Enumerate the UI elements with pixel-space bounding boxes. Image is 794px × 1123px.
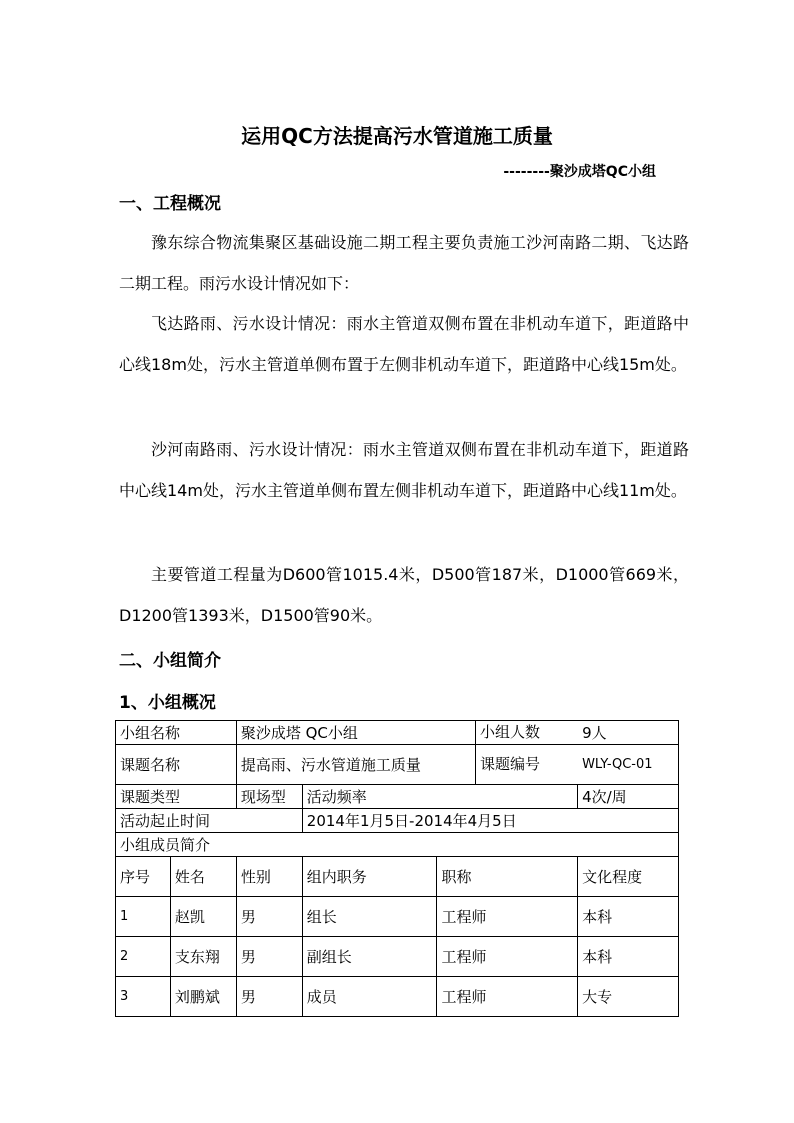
member-count-label: 小组人数 [475,721,578,744]
header-role: 组内职务 [302,857,437,897]
member-role: 副组长 [302,937,437,977]
member-education: 本科 [578,897,679,937]
group-name-label: 小组名称 [116,721,237,745]
frequency-value: 4次/周 [578,785,679,809]
frequency-label: 活动频率 [302,785,577,809]
paragraph-pipe-quantity: 主要管道工程量为D600管1015.4米，D500管187米，D1000管669米，D1200管1393米，D1500管90米。 [119,565,689,625]
member-title: 工程师 [437,897,578,937]
member-gender: 男 [236,977,302,1017]
table-row [116,833,679,857]
table-row [116,721,679,745]
topic-no-label: 课题编号 [475,745,578,784]
members-section-label: 小组成员简介 [116,833,679,857]
group-name-value: 聚沙成塔 QC小组 [236,721,577,745]
document-subtitle: --------聚沙成塔QC小组 [503,164,656,180]
member-index: 3 [116,977,171,1017]
period-label: 活动起止时间 [116,809,303,833]
table-row [116,977,679,1017]
member-education: 本科 [578,937,679,977]
table-row [116,897,679,937]
member-gender: 男 [236,937,302,977]
paragraph-shahe-road: 沙河南路雨、污水设计情况：雨水主管道双侧布置在非机动车道下，距道路中心线14m处，污水主管道单侧布置左侧非机动车道下，距道路中心线11m处。 [119,440,689,500]
document-title: 运用QC方法提高污水管道施工质量 [241,124,553,148]
header-education: 文化程度 [578,857,679,897]
table-row [116,937,679,977]
member-index: 2 [116,937,171,977]
paragraph-feida-road: 飞达路雨、污水设计情况：雨水主管道双侧布置在非机动车道下，距道路中心线18m处，污水主管道单侧布置于左侧非机动车道下，距道路中心线15m处。 [119,314,689,374]
header-title: 职称 [437,857,578,897]
topic-type-value: 现场型 [236,785,302,809]
member-role: 组长 [302,897,437,937]
header-gender: 性别 [236,857,302,897]
member-name: 赵凯 [170,897,236,937]
table-row [116,745,679,785]
member-title: 工程师 [437,977,578,1017]
member-gender: 男 [236,897,302,937]
member-index: 1 [116,897,171,937]
team-info-table [115,720,679,1017]
paragraph-intro: 豫东综合物流集聚区基础设施二期工程主要负责施工沙河南路二期、飞达路二期工程。雨污水设计情况如下： [119,233,689,293]
section-heading-team: 二、小组简介 [119,651,221,671]
table-row [116,785,679,809]
topic-no-value: WLY-QC-01 [578,745,679,785]
member-education: 大专 [578,977,679,1017]
member-name: 刘鹏斌 [170,977,236,1017]
period-value: 2014年1月5日-2014年4月5日 [302,809,678,833]
topic-label: 课题名称 [116,745,237,785]
topic-value: 提高雨、污水管道施工质量 [236,745,577,785]
member-title: 工程师 [437,937,578,977]
member-role: 成员 [302,977,437,1017]
table-row [116,809,679,833]
member-count-value: 9人 [578,721,679,745]
member-header-row [116,857,679,897]
header-name: 姓名 [170,857,236,897]
header-index: 序号 [116,857,171,897]
subsection-heading-team-overview: 1、小组概况 [119,693,216,713]
topic-type-label: 课题类型 [116,785,237,809]
section-heading-overview: 一、工程概况 [119,194,221,214]
member-name: 支东翔 [170,937,236,977]
